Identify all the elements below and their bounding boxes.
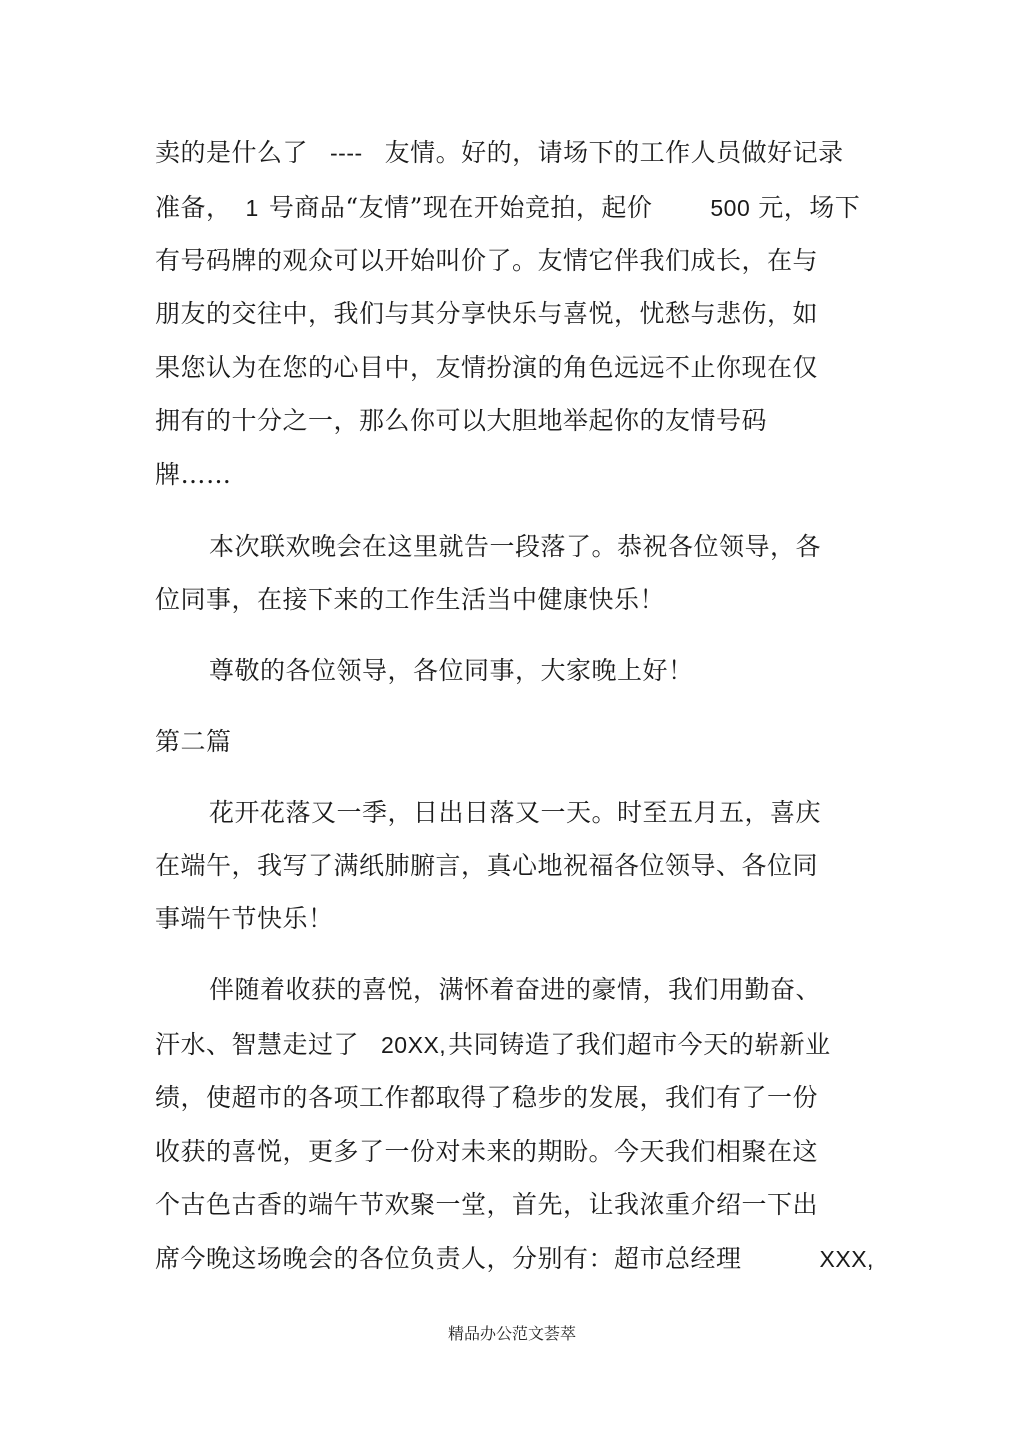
section-heading: 第二篇 <box>155 727 232 756</box>
p5-line-1: 伴随着收获的喜悦，满怀着奋进的豪情，我们用勤奋、 <box>209 975 822 1004</box>
p4-line-3: 事端午节快乐！ <box>155 904 334 933</box>
p5-l6-text-a: 席今晚这场晚会的各位负责人，分别有：超市总经理 <box>155 1244 742 1273</box>
p1-l1-dashes: ---- <box>330 140 363 166</box>
p1-line-3: 有号码牌的观众可以开始叫价了。友情它伴我们成长，在与 <box>155 246 819 275</box>
p1-l2-number-1: 1 <box>245 195 259 221</box>
p5-l2-year: 20XX, <box>381 1032 447 1058</box>
p1-line-6: 拥有的十分之一，那么你可以大胆地举起你的友情号码 <box>155 406 768 435</box>
p1-l2-text-a: 准备， <box>155 193 232 222</box>
p3-line-1: 尊敬的各位领导，各位同事，大家晚上好！ <box>209 656 694 685</box>
p5-line-6 <box>155 1243 874 1275</box>
p5-line-5: 个古色古香的端午节欢聚一堂，首先，让我浓重介绍一下出 <box>155 1190 819 1219</box>
p1-line-4: 朋友的交往中，我们与其分享快乐与喜悦，忧愁与悲伤，如 <box>155 299 819 328</box>
page-footer: 精品办公范文荟萃 <box>447 1324 576 1343</box>
p1-l2-price: 500 <box>710 195 751 221</box>
p4-line-2: 在端午，我写了满纸肺腑言，真心地祝福各位领导、各位同 <box>155 851 819 880</box>
p5-line-3: 绩，使超市的各项工作都取得了稳步的发展，我们有了一份 <box>155 1083 819 1112</box>
p5-line-4: 收获的喜悦，更多了一份对未来的期盼。今天我们相聚在这 <box>155 1137 819 1166</box>
p1-line-1 <box>155 137 844 169</box>
p5-l6-name: XXX, <box>819 1246 874 1272</box>
p1-line-7: 牌…… <box>155 460 232 489</box>
p5-line-2 <box>155 1029 831 1061</box>
p1-line-2 <box>155 192 860 224</box>
p5-l2-text-a: 汗水、智慧走过了 <box>155 1030 360 1059</box>
p2-line-2: 位同事，在接下来的工作生活当中健康快乐！ <box>155 585 666 614</box>
p1-l1-text-a: 卖的是什么了 <box>155 138 309 167</box>
p2-line-1: 本次联欢晚会在这里就告一段落了。恭祝各位领导，各 <box>209 532 822 561</box>
p5-l2-text-c: 共同铸造了我们超市今天的崭新业 <box>448 1030 831 1059</box>
p1-line-5: 果您认为在您的心目中，友情扮演的角色远远不止你现在仅 <box>155 353 819 382</box>
p1-l2-text-e: 元，场下 <box>758 193 861 222</box>
p4-line-1: 花开花落又一季，日出日落又一天。时至五月五，喜庆 <box>209 798 822 827</box>
p1-l1-text-c: 友情。好的，请场下的工作人员做好记录 <box>384 138 844 167</box>
p1-l2-text-c: 号商品“友情”现在开始竞拍，起价 <box>268 193 653 222</box>
